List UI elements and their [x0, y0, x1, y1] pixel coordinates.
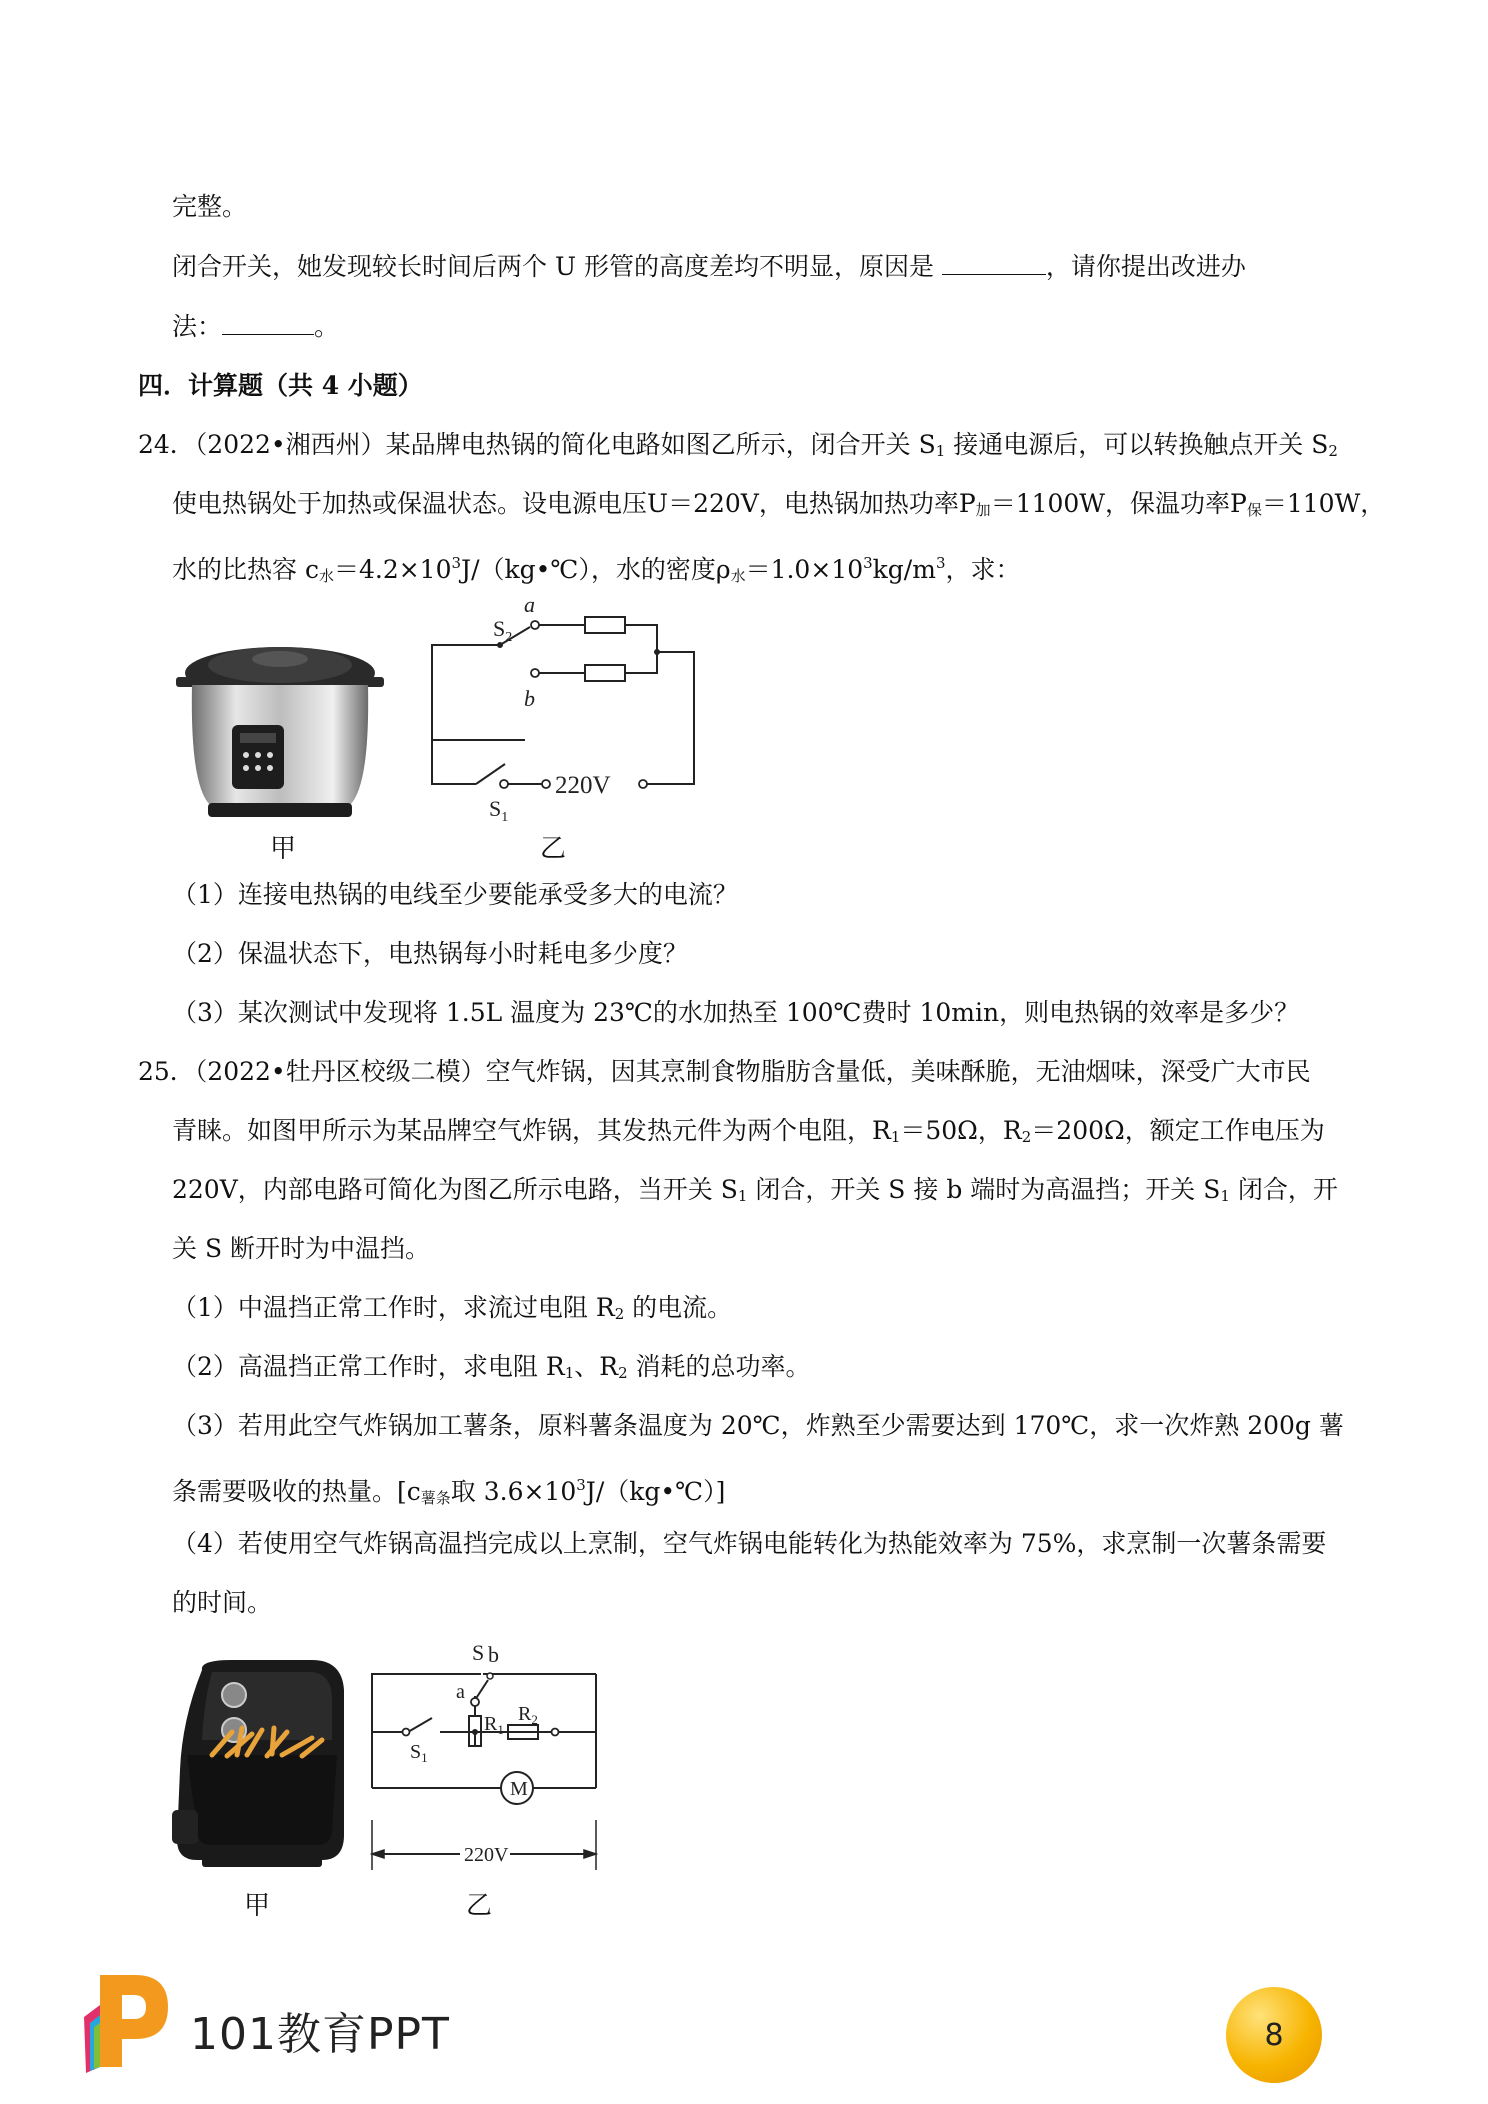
- switch-s2-label: $S_2$: [493, 616, 513, 645]
- switch-s1-label: $S_1$: [410, 1741, 428, 1765]
- figure-caption-jia-2: 甲: [244, 1891, 271, 1921]
- q25-part-2: （2）高温挡正常工作时，求电阻 $R_1$、$R_2$ 消耗的总功率。: [172, 1352, 811, 1382]
- q25-part-4-cont: 的时间。: [172, 1588, 273, 1617]
- q25-part-1: （1）中温挡正常工作时，求流过电阻 $R_2$ 的电流。: [172, 1293, 733, 1323]
- voltage-label: 220V: [555, 772, 611, 799]
- air-fryer-image: [172, 1660, 347, 1875]
- q24-line-1: 24．（2022•湘西州）某品牌电热锅的简化电路如图乙所示，闭合开关 $S_1$ 接通电源后，可以转换触点开关 $S_2$: [138, 430, 1338, 460]
- q25-part-3-cont: 条需要吸收的热量。[$c_{薯条}$取 $3.6\times 10^3J/(kg•℃)$]: [172, 1476, 726, 1507]
- contact-a-label: a: [524, 592, 535, 617]
- voltage-label-2: 220V: [464, 1844, 509, 1866]
- q25-line-3: 220V，内部电路可简化为图乙所示电路，当开关 $S_1$ 闭合，开关 S 接 b 端时为高温挡；开关 $S_1$ 闭合，开: [172, 1175, 1338, 1205]
- figure-caption-jia: 甲: [270, 834, 297, 864]
- page-number-badge: [1226, 1987, 1322, 2083]
- brand-logo-icon: [80, 1975, 170, 2075]
- answer-blank[interactable]: [942, 250, 1046, 275]
- switch-s1-label: $S_1$: [489, 796, 509, 825]
- q25-part-3: （3）若用此空气炸锅加工薯条，原料薯条温度为 20℃，炸熟至少需要达到 170℃，求一次炸熟 200g 薯: [172, 1411, 1344, 1440]
- section-title: 四．计算题（共 4 小题）: [138, 371, 423, 400]
- motor-label: M: [510, 1778, 528, 1800]
- resistor-r2-label: $R_2$: [518, 1703, 538, 1727]
- rice-cooker-image: [170, 635, 390, 825]
- figure-caption-yi-2: 乙: [466, 1891, 493, 1921]
- brand-name: 101教育PPT: [190, 2009, 450, 2060]
- q25-line-4: 关 S 断开时为中温挡。: [172, 1234, 431, 1263]
- q24-part-2: （2）保温状态下，电热锅每小时耗电多少度？: [172, 939, 688, 968]
- prev-line-1: 完整。: [172, 192, 248, 221]
- q24-part-3: （3）某次测试中发现将 1.5L 温度为 23℃的水加热至 100℃费时 10min，则电热锅的效率是多少？: [172, 998, 1300, 1027]
- q24-line-3: 水的比热容 $c_水=4.2\times 10^3J/(kg•℃)$，水的密度$\rho_水=1.0\times 10^3kg/m^3$，求：: [172, 554, 1021, 585]
- prev-line-3: 法： 。: [172, 312, 340, 341]
- page-number: 8: [1264, 2017, 1284, 2053]
- q25-line-1: 25．（2022•牡丹区校级二模）空气炸锅，因其烹制食物脂肪含量低，美味酥脆，无油烟味，深受广大市民: [138, 1057, 1311, 1086]
- prev-line-2: 闭合开关，她发现较长时间后两个 U 形管的高度差均不明显，原因是 ，请你提出改进办: [172, 252, 1246, 281]
- q25-part-4: （4）若使用空气炸锅高温挡完成以上烹制，空气炸锅电能转化为热能效率为 75%，求烹制一次薯条需要: [172, 1529, 1327, 1558]
- answer-blank[interactable]: [222, 310, 314, 335]
- figure-caption-yi: 乙: [540, 834, 567, 864]
- air-fryer-circuit-diagram: [360, 1640, 610, 1870]
- resistor-r1-label: $R_1$: [484, 1713, 504, 1737]
- q24-line-2: 使电热锅处于加热或保温状态。设电源电压U＝220V，电热锅加热功率$P_加=1100W$，保温功率$P_保=110W$，: [172, 489, 1386, 519]
- q24-part-1: （1）连接电热锅的电线至少要能承受多大的电流？: [172, 880, 738, 909]
- switch-s-label: S: [472, 1640, 485, 1665]
- contact-b-label: b: [524, 686, 535, 711]
- rice-cooker-circuit-diagram: [425, 590, 705, 825]
- q25-line-2: 青睐。如图甲所示为某品牌空气炸锅，其发热元件为两个电阻，$R_1=50\Omega$，$R_2=200\Omega$，额定工作电压为: [172, 1116, 1325, 1146]
- contact-a-label: a: [456, 1681, 465, 1703]
- contact-b-label: b: [488, 1642, 499, 1667]
